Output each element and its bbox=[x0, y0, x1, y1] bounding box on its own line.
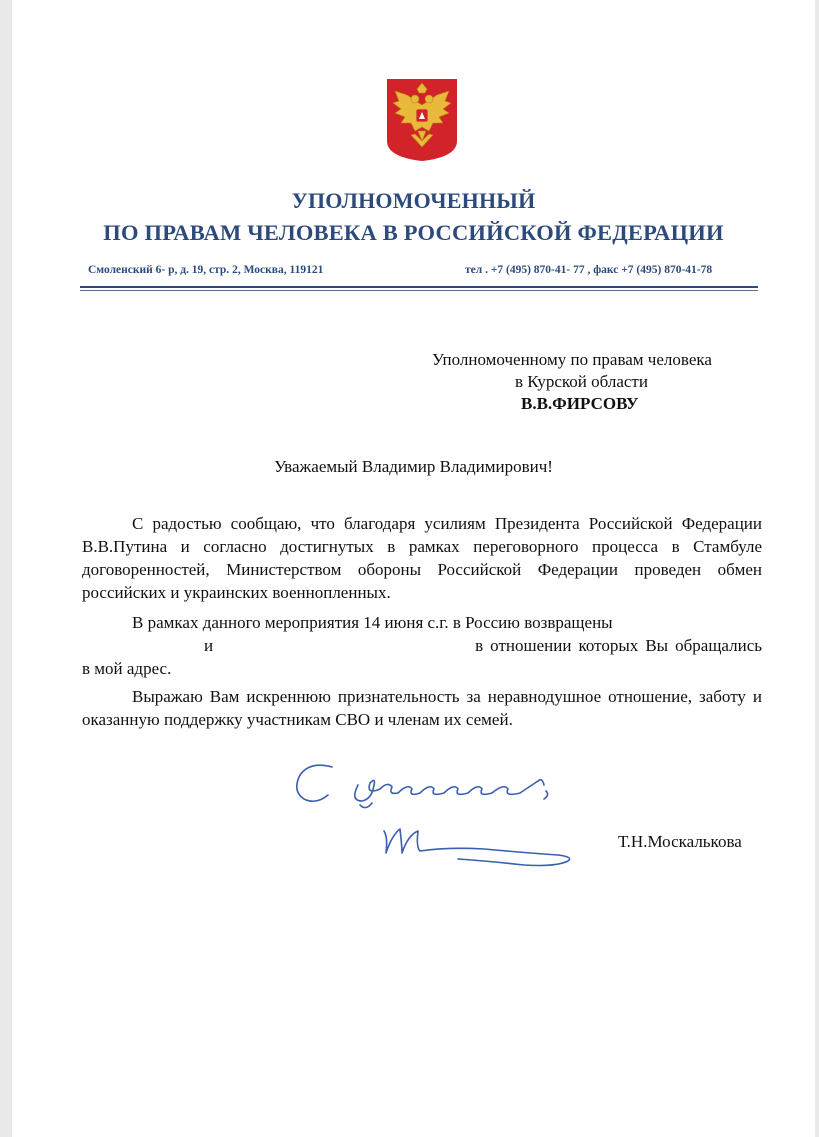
org-title-line2: ПО ПРАВАМ ЧЕЛОВЕКА В РОССИЙСКОЙ ФЕДЕРАЦИИ bbox=[103, 220, 724, 245]
russian-coat-of-arms-icon bbox=[385, 77, 459, 163]
letter-page bbox=[12, 0, 815, 1137]
org-address: Смоленский 6- р, д. 19, стр. 2, Москва, 119121 bbox=[88, 264, 324, 276]
handwritten-signature bbox=[288, 755, 588, 875]
paragraph-2-text-3: в отношении которых Вы обращались в мой адрес. bbox=[82, 636, 762, 678]
org-title-line1: УПОЛНОМОЧЕННЫЙ bbox=[291, 188, 536, 213]
paragraph-2-text-1: В рамках данного мероприятия 14 июня с.г. в Россию возвращены bbox=[132, 613, 613, 632]
paragraph-2-text-2: и bbox=[204, 636, 214, 655]
body-paragraph-1: С радостью сообщаю, что благодаря усилиям Президента Российской Федерации В.В.Путина и согласно достигнутых в рамках переговорного процесса в Стамбуле договоренностей, Министерством обороны Российской Федерации проведен обмен российских и украинских военнопленных. bbox=[82, 514, 762, 602]
recipient-region: в Курской области bbox=[515, 372, 648, 391]
recipient-title: Уполномоченному по правам человека bbox=[432, 350, 712, 369]
body-paragraph-2 bbox=[82, 611, 762, 680]
salutation: Уважаемый Владимир Владимирович! bbox=[274, 457, 553, 476]
signer-name: Т.Н.Москалькова bbox=[618, 832, 742, 851]
org-phone-fax: тел . +7 (495) 870-41- 77 , факс +7 (495) 870-41-78 bbox=[465, 264, 713, 276]
recipient-name: В.В.ФИРСОВУ bbox=[521, 394, 639, 413]
letterhead-divider bbox=[80, 286, 758, 288]
body-paragraph-3: Выражаю Вам искреннюю признательность за неравнодушное отношение, заботу и оказанную поддержку участникам СВО и членам их семей. bbox=[82, 687, 762, 729]
letterhead-divider-thin bbox=[80, 290, 758, 291]
